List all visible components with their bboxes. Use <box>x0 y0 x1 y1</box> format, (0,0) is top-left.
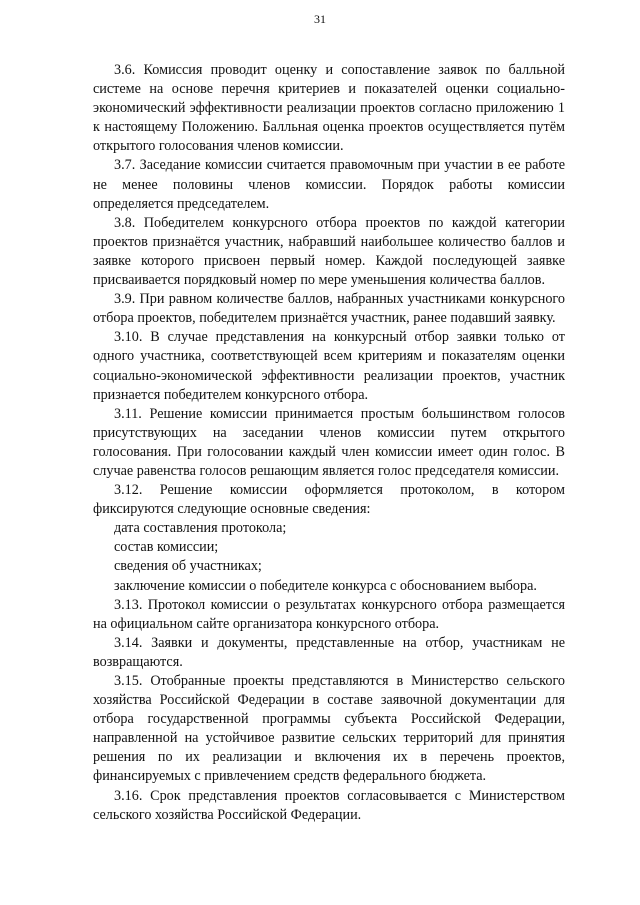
list-item-commission-composition: состав комиссии; <box>114 539 219 556</box>
paragraph-3-10: 3.10. В случае представления на конкурсный отбор заявки только от одного участника, соответствующей всем критериям и показателям оценки социально-экономической эффективности реализации проектов, участник признается победителем конкурсного отбора. <box>93 329 565 403</box>
paragraph-3-8: 3.8. Победителем конкурсного отбора проектов по каждой категории проектов признаётся участник, набравший наибольшее количество баллов и заявке которого присвоен первый номер. Каждой последующей заявке присваивается порядковый номер по мере уменьшения количества баллов. <box>93 214 565 289</box>
paragraph-3-11: 3.11. Решение комиссии принимается простым большинством голосов присутствующих на заседании членов комиссии путем открытого голосования. При голосовании каждый член комиссии имеет один голос. В случае равенства голосов решающим является голос председателя комиссии. <box>93 405 565 479</box>
paragraph-3-14: 3.14. Заявки и документы, представленные на отбор, участникам не возвращаются. <box>93 634 565 670</box>
paragraph-3-7: 3.7. Заседание комиссии считается правомочным при участии в ее работе не менее половины членов комиссии. Порядок работы комиссии определяется председателем. <box>93 157 565 212</box>
list-item-protocol-date: дата составления протокола; <box>114 520 287 537</box>
paragraph-3-12: 3.12. Решение комиссии оформляется протоколом, в котором фиксируются следующие основные сведения: <box>93 482 565 518</box>
paragraph-3-6: 3.6. Комиссия проводит оценку и сопоставление заявок по балльной системе на основе перечня критериев и показателей оценки социально-экономический эффективности реализации проектов согласно приложению 1 к настоящему Положению. Балльная оценка проектов осуществляется путём открытого голосования членов комиссии. <box>93 62 565 155</box>
list-item-commission-conclusion: заключение комиссии о победителе конкурса с обоснованием выбора. <box>114 577 537 594</box>
paragraph-3-9: 3.9. При равном количестве баллов, набранных участниками конкурсного отбора проектов, победителем признаётся участник, ранее подавший заявку. <box>93 291 565 327</box>
document-body <box>93 61 565 825</box>
paragraph-3-15: 3.15. Отобранные проекты представляются в Министерство сельского хозяйства Российской Федерации в составе заявочной документации для отбора государственной программы субъекта Российской Федерации, направленной на устойчивое развитие сельских территорий для принятия решения по их реализации и включения их в перечень проектов, финансируемых с привлечением средств федерального бюджета. <box>93 673 565 785</box>
list-item-participants-info: сведения об участниках; <box>114 558 262 575</box>
paragraph-3-13: 3.13. Протокол комиссии о результатах конкурсного отбора размещается на официальном сайте организатора конкурсного отбора. <box>93 596 565 632</box>
paragraph-3-16: 3.16. Срок представления проектов согласовывается с Министерством сельского хозяйства Российской Федерации. <box>93 787 565 823</box>
page-number: 31 <box>314 12 326 26</box>
